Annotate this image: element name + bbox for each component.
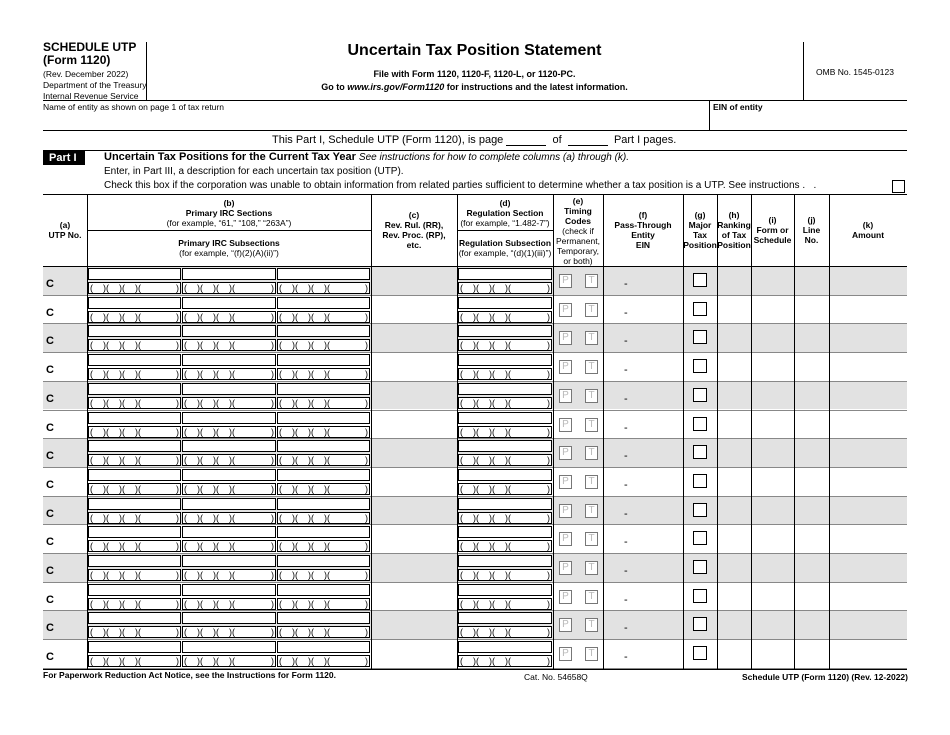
rev-rul-field[interactable] — [373, 355, 455, 379]
primary-irc-subsection-field[interactable]: ( )( )( )( ) — [184, 512, 274, 523]
primary-irc-subsection-field[interactable]: ( )( )( )( ) — [279, 598, 368, 609]
utp-number: C — [46, 306, 54, 319]
primary-irc-subsection-field[interactable]: ( )( )( )( ) — [279, 455, 368, 466]
rev-rul-field[interactable] — [373, 470, 455, 494]
utp-number: C — [46, 450, 54, 463]
primary-irc-section-field[interactable] — [88, 268, 181, 280]
related-party-checkbox[interactable] — [892, 180, 905, 193]
schedule-name: SCHEDULE UTP — [43, 40, 137, 54]
regulation-section-field[interactable] — [458, 612, 552, 624]
primary-irc-subsection-field[interactable]: ( )( )( )( ) — [90, 570, 179, 580]
utp-number: C — [46, 278, 54, 290]
primary-irc-subsection-field[interactable]: ( )( )( )( ) — [184, 369, 274, 380]
timing-code-temporary-checkbox[interactable]: T — [585, 618, 598, 632]
regulation-subsection-field[interactable]: ( )( )( )( ) — [460, 455, 550, 466]
regulation-section-field[interactable] — [458, 325, 552, 337]
primary-irc-section-field[interactable] — [277, 555, 370, 567]
total-pages-field[interactable] — [568, 135, 608, 146]
utp-number: C — [46, 507, 54, 520]
primary-irc-section-field[interactable] — [277, 440, 370, 452]
col-e-header: (e) Timing Codes (check if Permanent, Temporary, or both) — [556, 196, 600, 266]
line-number-field[interactable] — [795, 355, 828, 379]
rev-rul-field[interactable] — [373, 499, 455, 523]
rev-rul-field[interactable] — [373, 613, 455, 637]
line-number-field[interactable] — [795, 585, 828, 609]
major-tax-position-checkbox[interactable] — [693, 417, 707, 431]
entity-name-label: Name of entity as shown on page 1 of tax return — [43, 102, 224, 112]
primary-irc-section-field[interactable] — [88, 641, 181, 653]
ranking-field[interactable] — [718, 556, 750, 580]
primary-irc-subsection-field[interactable]: ( )( )( )( ) — [184, 455, 274, 466]
part-badge: Part I — [43, 151, 85, 165]
timing-code-permanent-checkbox[interactable]: P — [559, 303, 572, 317]
pass-through-ein-field[interactable]: - — [624, 536, 628, 549]
department: Department of the Treasury — [43, 80, 147, 90]
utp-number: C — [46, 421, 54, 434]
primary-irc-subsection-field[interactable]: ( )( )( )( ) — [279, 369, 368, 380]
revision-date: (Rev. December 2022) — [43, 69, 129, 79]
ranking-field[interactable] — [718, 613, 750, 637]
primary-irc-subsection-field[interactable]: ( )( )( )( ) — [90, 512, 179, 523]
ranking-field[interactable] — [718, 585, 750, 609]
regulation-section-field[interactable] — [458, 555, 552, 567]
primary-irc-section-field[interactable] — [277, 498, 370, 510]
regulation-section-field[interactable] — [458, 526, 552, 538]
timing-code-temporary-checkbox[interactable]: T — [585, 274, 598, 288]
form-schedule-field[interactable] — [752, 470, 793, 494]
primary-irc-section-field[interactable] — [182, 354, 276, 366]
primary-irc-subsection-field[interactable]: ( )( )( )( ) — [90, 311, 179, 322]
utp-number: C — [46, 622, 54, 635]
primary-irc-section-field[interactable] — [277, 297, 370, 309]
file-with-note: File with Form 1120, 1120-F, 1120-L, or 1120-PC. — [373, 69, 576, 79]
amount-field[interactable] — [830, 326, 906, 350]
regulation-section-field[interactable] — [458, 469, 552, 481]
omb-number: OMB No. 1545-0123 — [816, 67, 894, 77]
primary-irc-subsection-field[interactable]: ( )( )( )( ) — [90, 455, 179, 466]
pass-through-ein-field[interactable]: - — [624, 392, 628, 405]
form-schedule-field[interactable] — [752, 585, 793, 609]
pass-through-ein-field[interactable]: - — [624, 278, 628, 290]
utp-number: C — [46, 392, 54, 405]
regulation-subsection-field[interactable]: ( )( )( )( ) — [460, 598, 550, 609]
page-count-line: This Part I, Schedule UTP (Form 1120), is page of Part I pages. — [272, 134, 677, 146]
form-schedule-field[interactable] — [752, 613, 793, 637]
form-schedule-field[interactable] — [752, 326, 793, 350]
amount-field[interactable] — [830, 470, 906, 494]
primary-irc-section-field[interactable] — [277, 383, 370, 395]
amount-field[interactable] — [830, 298, 906, 322]
ranking-field[interactable] — [718, 642, 750, 666]
amount-field[interactable] — [830, 556, 906, 580]
ein-label: EIN of entity — [713, 102, 763, 112]
regulation-section-field[interactable] — [458, 354, 552, 366]
part-title: Uncertain Tax Positions for the Current Tax Year See instructions for how to complete columns (a) through (k). — [104, 151, 630, 163]
primary-irc-section-field[interactable] — [182, 383, 276, 395]
col-b-header: (b) Primary IRC Sections (for example, “61,” “108,” “263A”) — [166, 198, 292, 228]
primary-irc-subsection-field[interactable]: ( )( )( )( ) — [279, 570, 368, 580]
amount-field[interactable] — [830, 269, 906, 293]
timing-code-temporary-checkbox[interactable]: T — [585, 331, 598, 345]
line-number-field[interactable] — [795, 527, 828, 551]
primary-irc-section-field[interactable] — [182, 584, 276, 596]
major-tax-position-checkbox[interactable] — [693, 531, 707, 545]
primary-irc-section-field[interactable] — [88, 469, 181, 481]
regulation-section-field[interactable] — [458, 383, 552, 395]
major-tax-position-checkbox[interactable] — [693, 560, 707, 574]
pass-through-ein-field[interactable]: - — [624, 622, 628, 635]
primary-irc-section-field[interactable] — [182, 641, 276, 653]
primary-irc-subsection-field[interactable]: ( )( )( )( ) — [90, 426, 179, 437]
rev-rul-field[interactable] — [373, 413, 455, 437]
pass-through-ein-field[interactable]: - — [624, 593, 628, 606]
primary-irc-section-field[interactable] — [182, 498, 276, 510]
primary-irc-subsection-field[interactable]: ( )( )( )( ) — [184, 656, 274, 667]
primary-irc-section-field[interactable] — [277, 584, 370, 596]
form-number: (Form 1120) — [43, 53, 111, 67]
primary-irc-section-field[interactable] — [182, 440, 276, 452]
primary-irc-section-field[interactable] — [182, 555, 276, 567]
primary-irc-subsection-field[interactable]: ( )( )( )( ) — [90, 283, 179, 293]
regulation-subsection-field[interactable]: ( )( )( )( ) — [460, 541, 550, 552]
primary-irc-section-field[interactable] — [182, 526, 276, 538]
pass-through-ein-field[interactable]: - — [624, 335, 628, 348]
primary-irc-section-field[interactable] — [88, 383, 181, 395]
agency: Internal Revenue Service — [43, 91, 139, 101]
regulation-section-field[interactable] — [458, 498, 552, 510]
line-number-field[interactable] — [795, 326, 828, 350]
primary-irc-subsection-field[interactable]: ( )( )( )( ) — [90, 656, 179, 667]
primary-irc-subsection-field[interactable]: ( )( )( )( ) — [184, 426, 274, 437]
primary-irc-subsection-field[interactable]: ( )( )( )( ) — [184, 397, 274, 408]
regulation-subsection-field[interactable]: ( )( )( )( ) — [460, 283, 550, 293]
timing-code-permanent-checkbox[interactable]: P — [559, 475, 572, 489]
timing-code-temporary-checkbox[interactable]: T — [585, 418, 598, 432]
amount-field[interactable] — [830, 613, 906, 637]
primary-irc-section-field[interactable] — [88, 325, 181, 337]
rev-rul-field[interactable] — [373, 326, 455, 350]
timing-code-temporary-checkbox[interactable]: T — [585, 647, 598, 661]
primary-irc-section-field[interactable] — [182, 412, 276, 424]
primary-irc-subsection-field[interactable]: ( )( )( )( ) — [90, 369, 179, 380]
primary-irc-subsection-field[interactable]: ( )( )( )( ) — [279, 283, 368, 293]
timing-code-temporary-checkbox[interactable]: T — [585, 303, 598, 317]
regulation-subsection-field[interactable]: ( )( )( )( ) — [460, 627, 550, 638]
timing-code-temporary-checkbox[interactable]: T — [585, 475, 598, 489]
major-tax-position-checkbox[interactable] — [693, 388, 707, 402]
pass-through-ein-field[interactable]: - — [624, 507, 628, 520]
primary-irc-section-field[interactable] — [182, 325, 276, 337]
primary-irc-subsection-field[interactable]: ( )( )( )( ) — [279, 541, 368, 552]
primary-irc-subsection-field[interactable]: ( )( )( )( ) — [279, 426, 368, 437]
primary-irc-subsection-field[interactable]: ( )( )( )( ) — [279, 512, 368, 523]
line-number-field[interactable] — [795, 298, 828, 322]
timing-code-permanent-checkbox[interactable]: P — [559, 274, 572, 288]
rev-rul-field[interactable] — [373, 384, 455, 408]
timing-code-permanent-checkbox[interactable]: P — [559, 618, 572, 632]
major-tax-position-checkbox[interactable] — [693, 646, 707, 660]
primary-irc-section-field[interactable] — [277, 612, 370, 624]
primary-irc-subsection-field[interactable]: ( )( )( )( ) — [279, 627, 368, 638]
line-number-field[interactable] — [795, 642, 828, 666]
amount-field[interactable] — [830, 527, 906, 551]
form-schedule-field[interactable] — [752, 556, 793, 580]
ranking-field[interactable] — [718, 470, 750, 494]
timing-code-temporary-checkbox[interactable]: T — [585, 389, 598, 403]
ranking-field[interactable] — [718, 355, 750, 379]
major-tax-position-checkbox[interactable] — [693, 359, 707, 373]
form-identifier: Schedule UTP (Form 1120) (Rev. 12-2022) — [742, 672, 908, 682]
timing-code-permanent-checkbox[interactable]: P — [559, 504, 572, 518]
primary-irc-section-field[interactable] — [182, 612, 276, 624]
amount-field[interactable] — [830, 441, 906, 465]
regulation-subsection-field[interactable]: ( )( )( )( ) — [460, 512, 550, 523]
pass-through-ein-field[interactable]: - — [624, 306, 628, 319]
regulation-section-field[interactable] — [458, 297, 552, 309]
rev-rul-field[interactable] — [373, 527, 455, 551]
regulation-subsection-field[interactable]: ( )( )( )( ) — [460, 311, 550, 322]
ranking-field[interactable] — [718, 326, 750, 350]
col-d-subheader: Regulation Subsection (for example, “(d)(1)(iii)”) — [458, 238, 552, 258]
form-schedule-field[interactable] — [752, 269, 793, 293]
timing-code-permanent-checkbox[interactable]: P — [559, 418, 572, 432]
regulation-subsection-field[interactable]: ( )( )( )( ) — [460, 426, 550, 437]
primary-irc-subsection-field[interactable]: ( )( )( )( ) — [184, 570, 274, 580]
ein-field[interactable] — [716, 114, 901, 129]
primary-irc-section-field[interactable] — [88, 354, 181, 366]
pass-through-ein-field[interactable]: - — [624, 565, 628, 577]
form-schedule-field[interactable] — [752, 441, 793, 465]
primary-irc-section-field[interactable] — [277, 641, 370, 653]
irs-url[interactable]: www.irs.gov/Form1120 — [347, 82, 445, 92]
ranking-field[interactable] — [718, 384, 750, 408]
pass-through-ein-field[interactable]: - — [624, 651, 628, 664]
primary-irc-subsection-field[interactable]: ( )( )( )( ) — [279, 397, 368, 408]
primary-irc-section-field[interactable] — [88, 440, 181, 452]
major-tax-position-checkbox[interactable] — [693, 589, 707, 603]
line-number-field[interactable] — [795, 384, 828, 408]
major-tax-position-checkbox[interactable] — [693, 273, 707, 287]
primary-irc-subsection-field[interactable]: ( )( )( )( ) — [90, 541, 179, 552]
timing-code-temporary-checkbox[interactable]: T — [585, 561, 598, 575]
regulation-subsection-field[interactable]: ( )( )( )( ) — [460, 483, 550, 494]
ranking-field[interactable] — [718, 441, 750, 465]
col-b-subheader: Primary IRC Subsections (for example, “(f)(2)(A)(ii)”) — [178, 238, 280, 258]
timing-code-permanent-checkbox[interactable]: P — [559, 647, 572, 661]
primary-irc-section-field[interactable] — [182, 469, 276, 481]
rev-rul-field[interactable] — [373, 585, 455, 609]
utp-number: C — [46, 536, 54, 549]
utp-number: C — [46, 651, 54, 664]
primary-irc-subsection-field[interactable]: ( )( )( )( ) — [279, 483, 368, 494]
regulation-subsection-field[interactable]: ( )( )( )( ) — [460, 369, 550, 380]
form-title: Uncertain Tax Position Statement — [347, 42, 602, 59]
regulation-subsection-field[interactable]: ( )( )( )( ) — [460, 570, 550, 580]
amount-field[interactable] — [830, 384, 906, 408]
col-f-header: (f) Pass-Through Entity EIN — [614, 210, 672, 250]
timing-code-temporary-checkbox[interactable]: T — [585, 504, 598, 518]
regulation-section-field[interactable] — [458, 584, 552, 596]
line-number-field[interactable] — [795, 556, 828, 580]
major-tax-position-checkbox[interactable] — [693, 445, 707, 459]
amount-field[interactable] — [830, 585, 906, 609]
col-d-header: (d) Regulation Section (for example, “1.482-7”) — [460, 198, 550, 228]
primary-irc-section-field[interactable] — [277, 469, 370, 481]
catalog-number: Cat. No. 54658Q — [524, 672, 588, 682]
major-tax-position-checkbox[interactable] — [693, 503, 707, 517]
primary-irc-section-field[interactable] — [88, 612, 181, 624]
amount-field[interactable] — [830, 413, 906, 437]
ranking-field[interactable] — [718, 298, 750, 322]
primary-irc-section-field[interactable] — [88, 555, 181, 567]
part-instruction-2: Check this box if the corporation was unable to obtain information from related parties sufficient to determine whether a tax position is a UTP. See instructions . . — [104, 180, 817, 191]
rev-rul-field[interactable] — [373, 642, 455, 666]
primary-irc-subsection-field[interactable]: ( )( )( )( ) — [184, 340, 274, 351]
col-a-header: (a) UTP No. — [48, 220, 82, 240]
ranking-field[interactable] — [718, 269, 750, 293]
line-number-field[interactable] — [795, 499, 828, 523]
primary-irc-subsection-field[interactable]: ( )( )( )( ) — [90, 483, 179, 494]
primary-irc-section-field[interactable] — [277, 526, 370, 538]
regulation-section-field[interactable] — [458, 440, 552, 452]
primary-irc-subsection-field[interactable]: ( )( )( )( ) — [184, 283, 274, 293]
col-h-header: (h) Ranking of Tax Position — [717, 210, 751, 250]
utp-number: C — [46, 335, 54, 348]
primary-irc-section-field[interactable] — [88, 526, 181, 538]
primary-irc-subsection-field[interactable]: ( )( )( )( ) — [90, 598, 179, 609]
form-schedule-field[interactable] — [752, 527, 793, 551]
ranking-field[interactable] — [718, 499, 750, 523]
regulation-section-field[interactable] — [458, 412, 552, 424]
timing-code-temporary-checkbox[interactable]: T — [585, 360, 598, 374]
col-j-header: (j) Line No. — [802, 215, 821, 245]
timing-code-permanent-checkbox[interactable]: P — [559, 331, 572, 345]
amount-field[interactable] — [830, 642, 906, 666]
amount-field[interactable] — [830, 355, 906, 379]
form-schedule-field[interactable] — [752, 413, 793, 437]
pass-through-ein-field[interactable]: - — [624, 478, 628, 491]
regulation-subsection-field[interactable]: ( )( )( )( ) — [460, 656, 550, 667]
page-number-field[interactable] — [506, 135, 546, 146]
timing-code-permanent-checkbox[interactable]: P — [559, 532, 572, 546]
utp-number: C — [46, 364, 54, 377]
part-instruction-1: Enter, in Part III, a description for each uncertain tax position (UTP). — [104, 166, 404, 177]
entity-name-field[interactable] — [48, 114, 703, 129]
col-g-header: (g) Major Tax Position — [683, 210, 717, 250]
col-c-header: (c) Rev. Rul. (RR), Rev. Proc. (RP), etc. — [382, 210, 446, 250]
line-number-field[interactable] — [795, 613, 828, 637]
primary-irc-subsection-field[interactable]: ( )( )( )( ) — [184, 598, 274, 609]
timing-code-temporary-checkbox[interactable]: T — [585, 446, 598, 460]
regulation-section-field[interactable] — [458, 641, 552, 653]
paperwork-notice: For Paperwork Reduction Act Notice, see the Instructions for Form 1120. — [43, 670, 337, 680]
line-number-field[interactable] — [795, 441, 828, 465]
utp-number: C — [46, 565, 54, 577]
primary-irc-section-field[interactable] — [182, 297, 276, 309]
amount-field[interactable] — [830, 499, 906, 523]
primary-irc-subsection-field[interactable]: ( )( )( )( ) — [184, 311, 274, 322]
timing-code-permanent-checkbox[interactable]: P — [559, 446, 572, 460]
primary-irc-subsection-field[interactable]: ( )( )( )( ) — [90, 627, 179, 638]
primary-irc-section-field[interactable] — [88, 412, 181, 424]
line-number-field[interactable] — [795, 269, 828, 293]
primary-irc-subsection-field[interactable]: ( )( )( )( ) — [90, 340, 179, 351]
line-number-field[interactable] — [795, 413, 828, 437]
rev-rul-field[interactable] — [373, 556, 455, 580]
primary-irc-subsection-field[interactable]: ( )( )( )( ) — [184, 541, 274, 552]
line-number-field[interactable] — [795, 470, 828, 494]
utp-number: C — [46, 478, 54, 491]
rev-rul-field[interactable] — [373, 441, 455, 465]
major-tax-position-checkbox[interactable] — [693, 330, 707, 344]
pass-through-ein-field[interactable]: - — [624, 421, 628, 434]
primary-irc-subsection-field[interactable]: ( )( )( )( ) — [184, 627, 274, 638]
ranking-field[interactable] — [718, 527, 750, 551]
primary-irc-subsection-field[interactable]: ( )( )( )( ) — [279, 311, 368, 322]
timing-code-temporary-checkbox[interactable]: T — [585, 532, 598, 546]
primary-irc-subsection-field[interactable]: ( )( )( )( ) — [90, 397, 179, 408]
primary-irc-section-field[interactable] — [88, 498, 181, 510]
timing-code-permanent-checkbox[interactable]: P — [559, 590, 572, 604]
form-schedule-field[interactable] — [752, 384, 793, 408]
rev-rul-field[interactable] — [373, 298, 455, 322]
primary-irc-subsection-field[interactable]: ( )( )( )( ) — [279, 340, 368, 351]
primary-irc-section-field[interactable] — [277, 354, 370, 366]
regulation-subsection-field[interactable]: ( )( )( )( ) — [460, 397, 550, 408]
major-tax-position-checkbox[interactable] — [693, 302, 707, 316]
major-tax-position-checkbox[interactable] — [693, 474, 707, 488]
instructions-note: Go to www.irs.gov/Form1120 for instructions and the latest information. — [321, 82, 628, 92]
timing-code-temporary-checkbox[interactable]: T — [585, 590, 598, 604]
timing-code-permanent-checkbox[interactable]: P — [559, 561, 572, 575]
primary-irc-subsection-field[interactable]: ( )( )( )( ) — [184, 483, 274, 494]
ranking-field[interactable] — [718, 413, 750, 437]
primary-irc-section-field[interactable] — [277, 412, 370, 424]
major-tax-position-checkbox[interactable] — [693, 617, 707, 631]
primary-irc-section-field[interactable] — [277, 268, 370, 280]
rev-rul-field[interactable] — [373, 269, 455, 293]
col-k-header: (k) Amount — [851, 220, 885, 240]
form-schedule-field[interactable] — [752, 355, 793, 379]
primary-irc-subsection-field[interactable]: ( )( )( )( ) — [279, 656, 368, 667]
timing-code-permanent-checkbox[interactable]: P — [559, 389, 572, 403]
utp-number: C — [46, 593, 54, 606]
primary-irc-section-field[interactable] — [182, 268, 276, 280]
col-i-header: (i) Form or Schedule — [753, 215, 792, 245]
primary-irc-section-field[interactable] — [88, 297, 181, 309]
form-schedule-field[interactable] — [752, 499, 793, 523]
form-schedule-field[interactable] — [752, 298, 793, 322]
form-schedule-field[interactable] — [752, 642, 793, 666]
primary-irc-section-field[interactable] — [277, 325, 370, 337]
primary-irc-section-field[interactable] — [88, 584, 181, 596]
regulation-section-field[interactable] — [458, 268, 552, 280]
pass-through-ein-field[interactable]: - — [624, 450, 628, 463]
pass-through-ein-field[interactable]: - — [624, 364, 628, 377]
regulation-subsection-field[interactable]: ( )( )( )( ) — [460, 340, 550, 351]
timing-code-permanent-checkbox[interactable]: P — [559, 360, 572, 374]
